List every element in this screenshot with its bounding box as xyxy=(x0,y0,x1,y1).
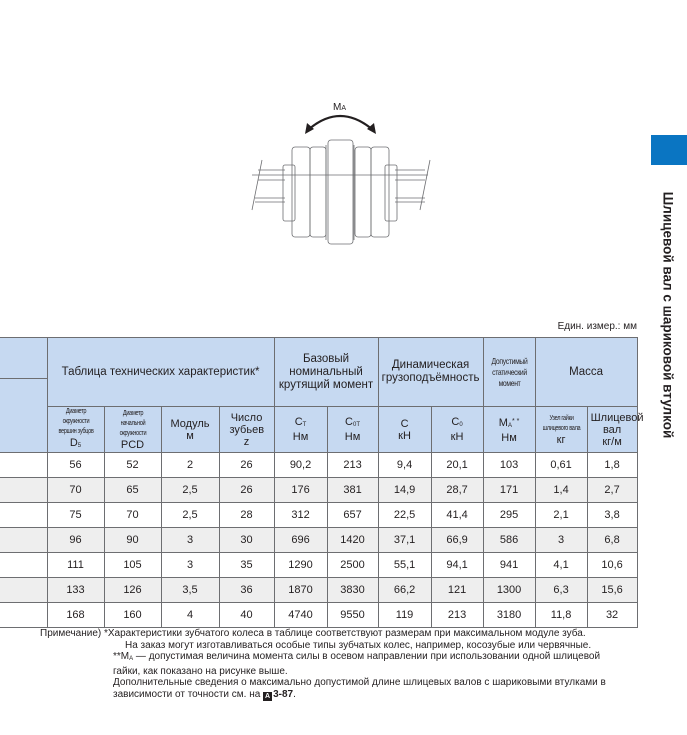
ball-spline-gear-figure xyxy=(230,90,450,260)
col-header-ct: $C_T$ Нм xyxy=(274,407,327,453)
table-row xyxy=(0,453,637,478)
row-stub-cell xyxy=(0,578,47,603)
table-cell: 121 xyxy=(431,578,483,603)
table-cell: 90 xyxy=(104,528,161,553)
table-cell: 3 xyxy=(161,528,219,553)
table-cell: 105 xyxy=(104,553,161,578)
header-dynamic-load: Динамическая грузоподъёмность xyxy=(378,338,483,407)
table-cell: 4 xyxy=(161,603,219,628)
table-cell: 2,7 xyxy=(587,478,637,503)
col-header-shaft-mass: Шлицевой вал кг/м xyxy=(587,407,637,453)
table-cell: 28,7 xyxy=(431,478,483,503)
table-cell: 2,5 xyxy=(161,478,219,503)
table-cell: 37,1 xyxy=(378,528,431,553)
table-cell: 176 xyxy=(274,478,327,503)
table-cell: 32 xyxy=(587,603,637,628)
table-cell: 40 xyxy=(219,603,274,628)
table-cell: 9,4 xyxy=(378,453,431,478)
table-cell: 4,1 xyxy=(535,553,587,578)
table-cell: 0,61 xyxy=(535,453,587,478)
section-tab-marker xyxy=(651,135,687,165)
header-rated-torque: Базовый номинальный крутящий момент xyxy=(274,338,378,407)
table-cell: 1290 xyxy=(274,553,327,578)
row-stub-cell xyxy=(0,478,47,503)
stub-header-bottom xyxy=(0,379,47,453)
table-cell: 3,8 xyxy=(587,503,637,528)
table-cell: 70 xyxy=(104,503,161,528)
table-cell: 26 xyxy=(219,478,274,503)
row-stub-cell xyxy=(0,553,47,578)
col-header-nut-mass: Узел гайки шлицевого вала кг xyxy=(535,407,587,453)
header-static-moment: Допустимый статический момент xyxy=(483,338,535,407)
table-cell: 4740 xyxy=(274,603,327,628)
table-cell: 90,2 xyxy=(274,453,327,478)
section-title xyxy=(650,170,686,460)
table-cell: 1,8 xyxy=(587,453,637,478)
table-cell: 41,4 xyxy=(431,503,483,528)
col-header-pcd: Диаметр начальной окружности PCD xyxy=(104,407,161,453)
table-row xyxy=(0,528,637,553)
col-header-ma: $M_A^{* *}$ Нм xyxy=(483,407,535,453)
note-line-1: Примечание) *Характеристики зубчатого колеса в таблице соответствуют размерам при максимальном модуле зуба. xyxy=(40,628,586,639)
note-line-4: гайки, как показано на рисунке выше. xyxy=(113,665,288,677)
table-cell: 20,1 xyxy=(431,453,483,478)
notes xyxy=(40,628,650,701)
table-cell: 312 xyxy=(274,503,327,528)
table-row xyxy=(0,478,637,503)
moment-arc xyxy=(308,116,373,130)
table-cell: 66,9 xyxy=(431,528,483,553)
table-cell: 2 xyxy=(161,453,219,478)
table-cell: 3 xyxy=(161,553,219,578)
table-cell: 22,5 xyxy=(378,503,431,528)
table-cell: 586 xyxy=(483,528,535,553)
table-cell: 295 xyxy=(483,503,535,528)
table-cell: 696 xyxy=(274,528,327,553)
table-cell: 133 xyxy=(47,578,104,603)
table-cell: 30 xyxy=(219,528,274,553)
table-cell: 6,8 xyxy=(587,528,637,553)
row-stub-cell xyxy=(0,453,47,478)
page-ref-link[interactable]: 3-87 xyxy=(273,688,294,700)
col-header-module: Модуль м xyxy=(161,407,219,453)
section-title-text: Шлицевой вал с шариковой втулкой xyxy=(660,191,676,439)
header-gear-specs: Таблица технических характеристик* xyxy=(47,338,274,407)
table-body xyxy=(0,453,637,628)
table-cell: 3180 xyxy=(483,603,535,628)
table-cell: 56 xyxy=(47,453,104,478)
table-row xyxy=(0,553,637,578)
table-cell: 657 xyxy=(327,503,378,528)
note-line-5: Дополнительные сведения о максимально допустимой длине шлицевых валов с шариковыми втулками в xyxy=(113,677,606,688)
note-line-2: На заказ могут изготавливаться особые типы зубчатых колес, например, косозубые или червячные. xyxy=(125,639,592,651)
table-row xyxy=(0,578,637,603)
table-cell: 70 xyxy=(47,478,104,503)
table-cell: 3830 xyxy=(327,578,378,603)
table-cell: 381 xyxy=(327,478,378,503)
spec-table xyxy=(0,337,644,628)
table-cell: 94,1 xyxy=(431,553,483,578)
table-cell: 26 xyxy=(219,453,274,478)
table-cell: 1420 xyxy=(327,528,378,553)
table-cell: 65 xyxy=(104,478,161,503)
col-header-teeth: Число зубьев z xyxy=(219,407,274,453)
note-line-3: $**M_A$ — допустимая величина момента силы в осевом направлении при использовании одной шлицевой xyxy=(113,651,601,662)
table-cell: 2,5 xyxy=(161,503,219,528)
table-cell: 55,1 xyxy=(378,553,431,578)
table-cell: 28 xyxy=(219,503,274,528)
table-cell: 10,6 xyxy=(587,553,637,578)
table-row xyxy=(0,503,637,528)
table-cell: 126 xyxy=(104,578,161,603)
table-cell: 2,1 xyxy=(535,503,587,528)
table-cell: 14,9 xyxy=(378,478,431,503)
row-stub-cell xyxy=(0,503,47,528)
table-cell: 6,3 xyxy=(535,578,587,603)
row-stub-cell xyxy=(0,528,47,553)
table-cell: 103 xyxy=(483,453,535,478)
table-cell: 168 xyxy=(47,603,104,628)
table-cell: 9550 xyxy=(327,603,378,628)
table-cell: 941 xyxy=(483,553,535,578)
header-mass: Масса xyxy=(535,338,637,407)
arrow-right-icon xyxy=(367,123,376,134)
table-cell: 160 xyxy=(104,603,161,628)
table-cell: 66,2 xyxy=(378,578,431,603)
table-cell: 119 xyxy=(378,603,431,628)
table-cell: 35 xyxy=(219,553,274,578)
table-row xyxy=(0,603,637,628)
arrow-left-icon xyxy=(305,123,314,134)
col-header-c: C кН xyxy=(378,407,431,453)
ball-spline-gear-drawing-icon xyxy=(230,90,450,260)
table-cell: 1,4 xyxy=(535,478,587,503)
table-cell: 36 xyxy=(219,578,274,603)
table-cell: 52 xyxy=(104,453,161,478)
table-cell: 2500 xyxy=(327,553,378,578)
note-line-6: зависимости от точности см. на A 3-87. xyxy=(113,688,296,700)
col-header-c0t: $C_{0T}$ Нм xyxy=(327,407,378,453)
table-cell: 96 xyxy=(47,528,104,553)
table-cell: 1300 xyxy=(483,578,535,603)
table-cell: 213 xyxy=(431,603,483,628)
moment-label: MA xyxy=(333,102,347,113)
page-ref-icon: A xyxy=(265,692,271,700)
table-cell: 3,5 xyxy=(161,578,219,603)
table-cell: 75 xyxy=(47,503,104,528)
col-header-tip-diameter: Диаметр окружности вершин зубцов $D_5$ xyxy=(47,407,104,453)
unit-label: Един. измер.: мм xyxy=(557,321,637,332)
col-header-c0: $C_0$ кН xyxy=(431,407,483,453)
table-cell: 11,8 xyxy=(535,603,587,628)
table-cell: 111 xyxy=(47,553,104,578)
table-cell: 3 xyxy=(535,528,587,553)
table-cell: 171 xyxy=(483,478,535,503)
row-stub-cell xyxy=(0,603,47,628)
table-cell: 213 xyxy=(327,453,378,478)
stub-header-top xyxy=(0,338,47,379)
table-cell: 15,6 xyxy=(587,578,637,603)
table-cell: 1870 xyxy=(274,578,327,603)
